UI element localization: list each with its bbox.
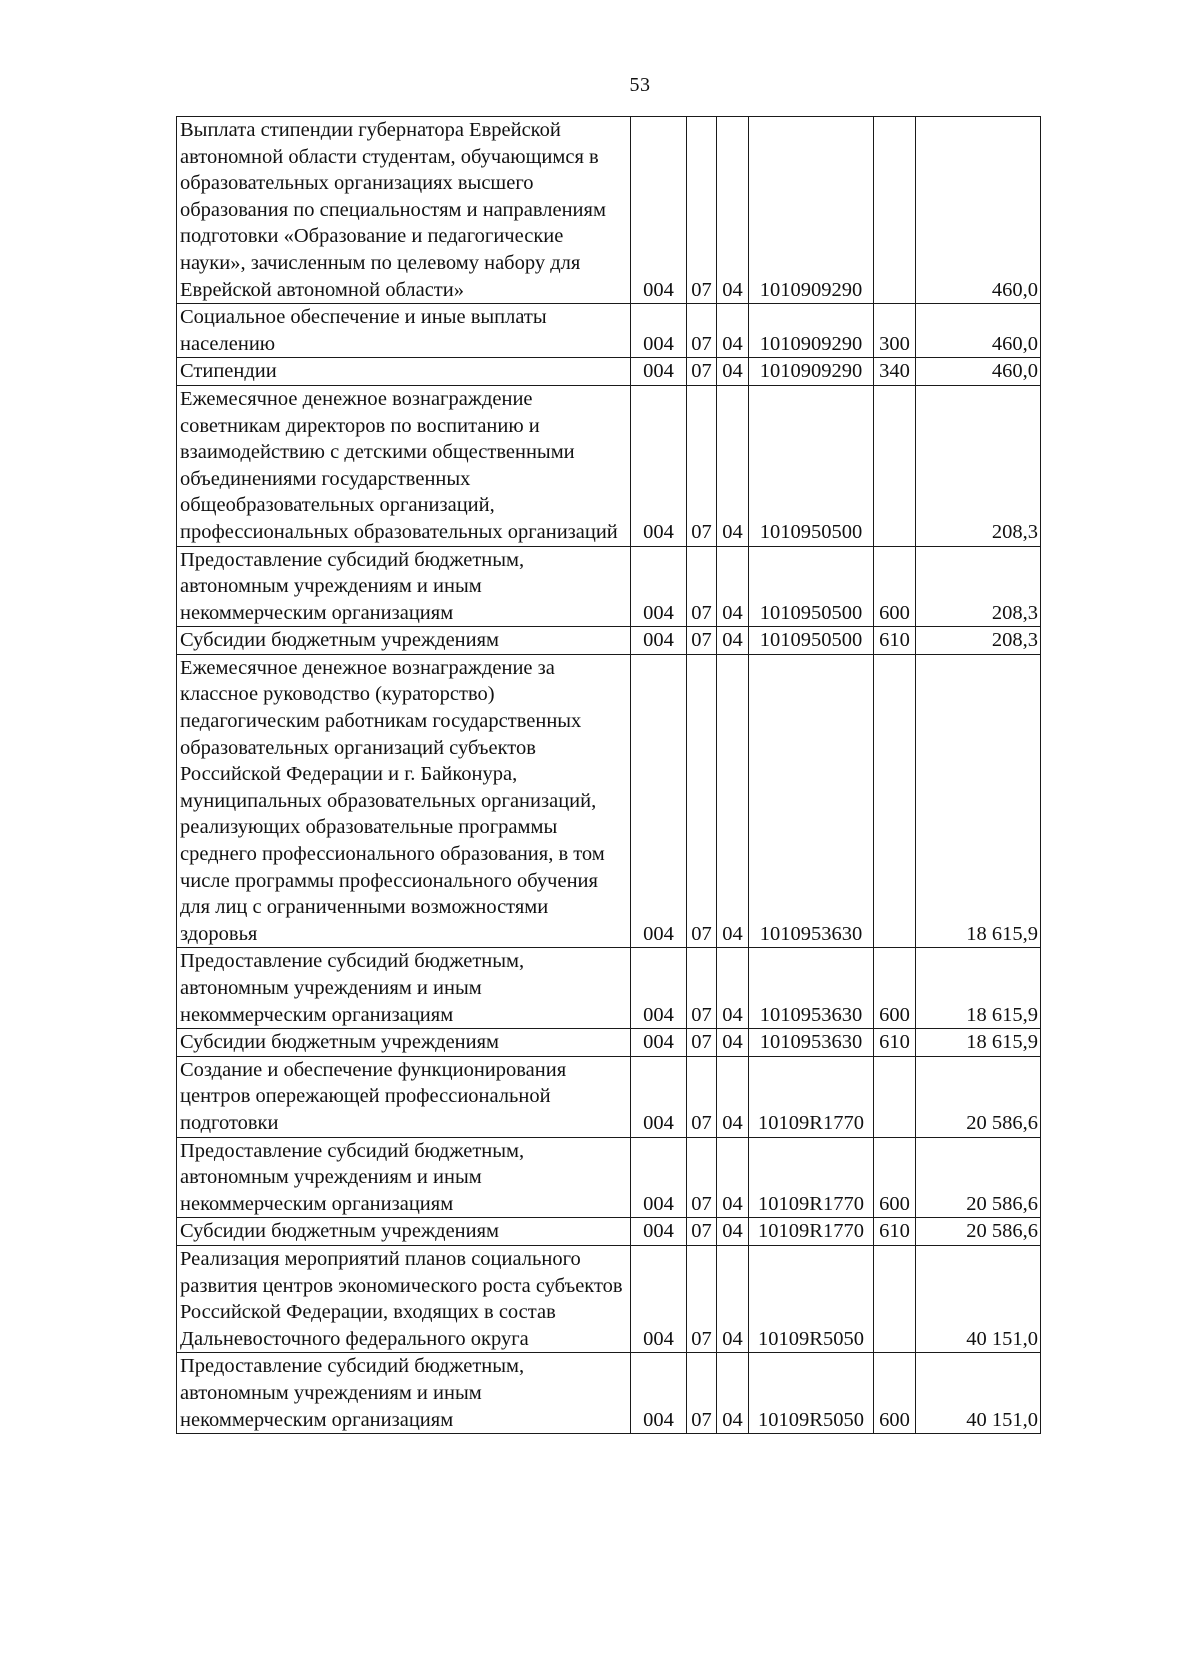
expense-name: Субсидии бюджетным учреждениям [177,1029,631,1057]
amount: 18 615,9 [916,1029,1041,1057]
table-row [177,1245,1041,1352]
target-item-code: 10109R5050 [749,1353,874,1434]
section-code: 07 [687,304,717,358]
target-item-code: 1010950500 [749,385,874,546]
amount: 208,3 [916,385,1041,546]
section-code: 07 [687,385,717,546]
target-item-code: 1010909290 [749,358,874,386]
table-row [177,627,1041,655]
subsection-code: 04 [717,1218,749,1246]
grbs-code: 004 [631,117,687,304]
target-item-code: 1010953630 [749,1029,874,1057]
grbs-code: 004 [631,385,687,546]
table-row [177,1029,1041,1057]
budget-table-body [177,117,1041,1434]
grbs-code: 004 [631,1056,687,1137]
grbs-code: 004 [631,1218,687,1246]
expense-name: Реализация мероприятий планов социального развития центров экономического роста субъектов Российской Федерации, входящих в состав Дальневосточного федерального округа [177,1245,631,1352]
expense-type-code [874,654,916,948]
amount: 460,0 [916,304,1041,358]
expense-type-code: 610 [874,627,916,655]
expense-name: Субсидии бюджетным учреждениям [177,627,631,655]
expense-type-code: 600 [874,1137,916,1218]
expense-name: Создание и обеспечение функционирования центров опережающей профессиональной подготовки [177,1056,631,1137]
target-item-code: 1010953630 [749,948,874,1029]
amount: 20 586,6 [916,1218,1041,1246]
section-code: 07 [687,654,717,948]
table-row [177,385,1041,546]
subsection-code: 04 [717,1137,749,1218]
table-row [177,358,1041,386]
expense-type-code: 300 [874,304,916,358]
expense-name: Социальное обеспечение и иные выплаты населению [177,304,631,358]
table-row [177,117,1041,304]
grbs-code: 004 [631,1029,687,1057]
subsection-code: 04 [717,1029,749,1057]
expense-name: Ежемесячное денежное вознаграждение за классное руководство (кураторство) педагогическим работникам государственных образовательных организаций субъектов Российской Федерации и г. Байконура, муниципальных образовательных организаций, реализующих образовательные программы среднего профессионального образования, в том числе программы профессионального обучения для лиц с ограниченными возможностями здоровья [177,654,631,948]
subsection-code: 04 [717,654,749,948]
section-code: 07 [687,1353,717,1434]
section-code: 07 [687,948,717,1029]
amount: 40 151,0 [916,1245,1041,1352]
grbs-code: 004 [631,627,687,655]
expense-name: Предоставление субсидий бюджетным, автономным учреждениям и иным некоммерческим организациям [177,1137,631,1218]
target-item-code: 10109R1770 [749,1137,874,1218]
expense-type-code: 600 [874,546,916,627]
page-number: 53 [629,74,651,96]
table-row [177,1353,1041,1434]
target-item-code: 10109R5050 [749,1245,874,1352]
expense-name: Предоставление субсидий бюджетным, автономным учреждениям и иным некоммерческим организациям [177,1353,631,1434]
subsection-code: 04 [717,1353,749,1434]
table-row [177,654,1041,948]
grbs-code: 004 [631,654,687,948]
section-code: 07 [687,1137,717,1218]
expense-type-code [874,1245,916,1352]
expense-type-code: 600 [874,948,916,1029]
target-item-code: 10109R1770 [749,1218,874,1246]
expense-type-code: 600 [874,1353,916,1434]
expense-type-code: 610 [874,1218,916,1246]
grbs-code: 004 [631,546,687,627]
amount: 18 615,9 [916,948,1041,1029]
grbs-code: 004 [631,948,687,1029]
expense-name: Стипендии [177,358,631,386]
section-code: 07 [687,1029,717,1057]
amount: 20 586,6 [916,1137,1041,1218]
subsection-code: 04 [717,1056,749,1137]
expense-type-code [874,117,916,304]
target-item-code: 1010909290 [749,117,874,304]
subsection-code: 04 [717,304,749,358]
table-row [177,1218,1041,1246]
section-code: 07 [687,627,717,655]
expense-name: Субсидии бюджетным учреждениям [177,1218,631,1246]
subsection-code: 04 [717,627,749,655]
target-item-code: 10109R1770 [749,1056,874,1137]
amount: 460,0 [916,358,1041,386]
expense-name: Предоставление субсидий бюджетным, автономным учреждениям и иным некоммерческим организациям [177,546,631,627]
subsection-code: 04 [717,117,749,304]
expense-type-code [874,385,916,546]
grbs-code: 004 [631,1245,687,1352]
subsection-code: 04 [717,546,749,627]
section-code: 07 [687,117,717,304]
amount: 18 615,9 [916,654,1041,948]
grbs-code: 004 [631,358,687,386]
grbs-code: 004 [631,1353,687,1434]
expense-name: Предоставление субсидий бюджетным, автономным учреждениям и иным некоммерческим организациям [177,948,631,1029]
table-row [177,1137,1041,1218]
target-item-code: 1010950500 [749,627,874,655]
table-row [177,1056,1041,1137]
table-row [177,546,1041,627]
amount: 20 586,6 [916,1056,1041,1137]
table-row [177,948,1041,1029]
amount: 460,0 [916,117,1041,304]
subsection-code: 04 [717,385,749,546]
amount: 208,3 [916,627,1041,655]
grbs-code: 004 [631,304,687,358]
expense-name: Ежемесячное денежное вознаграждение советникам директоров по воспитанию и взаимодействию с детскими общественными объединениями государственных общеобразовательных организаций, профессиональных образовательных организаций [177,385,631,546]
target-item-code: 1010909290 [749,304,874,358]
subsection-code: 04 [717,1245,749,1352]
section-code: 07 [687,546,717,627]
amount: 208,3 [916,546,1041,627]
section-code: 07 [687,1245,717,1352]
grbs-code: 004 [631,1137,687,1218]
section-code: 07 [687,1056,717,1137]
subsection-code: 04 [717,358,749,386]
subsection-code: 04 [717,948,749,1029]
expense-type-code [874,1056,916,1137]
expense-type-code: 340 [874,358,916,386]
expense-type-code: 610 [874,1029,916,1057]
section-code: 07 [687,358,717,386]
table-row [177,304,1041,358]
target-item-code: 1010953630 [749,654,874,948]
target-item-code: 1010950500 [749,546,874,627]
amount: 40 151,0 [916,1353,1041,1434]
expense-name: Выплата стипендии губернатора Еврейской автономной области студентам, обучающимся в образовательных организациях высшего образования по специальностям и направлениям подготовки «Образование и педагогические науки», зачисленным по целевому набору для Еврейской автономной области» [177,117,631,304]
section-code: 07 [687,1218,717,1246]
budget-table [176,116,1041,1434]
